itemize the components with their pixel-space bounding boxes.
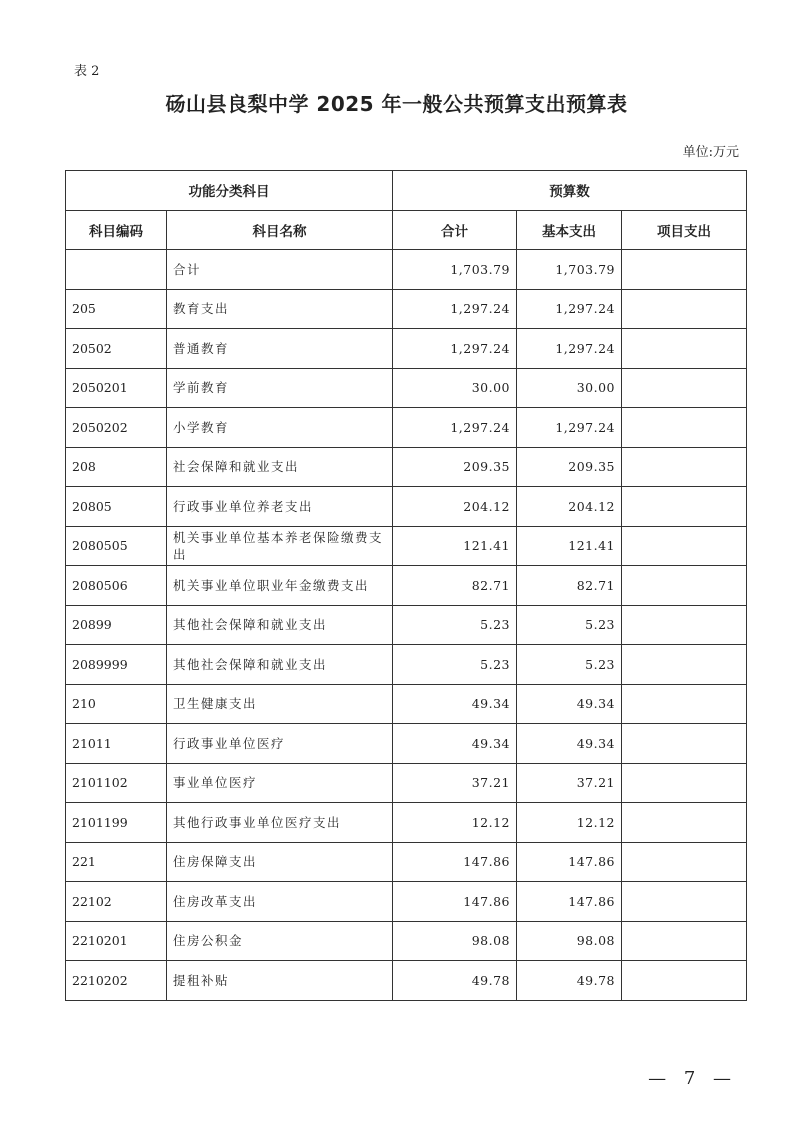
row-name-cell: 其他社会保障和就业支出 <box>167 645 393 685</box>
table-row <box>66 368 747 408</box>
header-basic: 基本支出 <box>517 210 622 250</box>
table-row <box>66 329 747 369</box>
row-project-cell <box>622 605 747 645</box>
row-basic-cell: 147.86 <box>517 842 622 882</box>
row-project-cell <box>622 921 747 961</box>
row-code-cell: 208 <box>66 447 167 487</box>
row-basic-cell: 82.71 <box>517 566 622 606</box>
row-project-cell <box>622 250 747 290</box>
row-basic-cell: 49.78 <box>517 961 622 1001</box>
row-code-cell: 221 <box>66 842 167 882</box>
row-code-cell: 2210201 <box>66 921 167 961</box>
row-total-cell: 1,297.24 <box>393 289 517 329</box>
row-basic-cell: 1,297.24 <box>517 329 622 369</box>
row-total-cell: 12.12 <box>393 803 517 843</box>
row-project-cell <box>622 368 747 408</box>
row-basic-cell: 1,297.24 <box>517 289 622 329</box>
row-name-cell: 事业单位医疗 <box>167 763 393 803</box>
row-project-cell <box>622 763 747 803</box>
row-project-cell <box>622 526 747 566</box>
row-project-cell <box>622 329 747 369</box>
row-basic-cell: 5.23 <box>517 645 622 685</box>
document-title: 砀山县良梨中学 2025 年一般公共预算支出预算表 <box>165 92 628 116</box>
row-name-cell: 住房改革支出 <box>167 882 393 922</box>
row-name-cell: 机关事业单位职业年金缴费支出 <box>167 566 393 606</box>
row-basic-cell: 1,703.79 <box>517 250 622 290</box>
row-name-cell: 机关事业单位基本养老保险缴费支出 <box>167 526 393 566</box>
row-basic-cell: 147.86 <box>517 882 622 922</box>
row-project-cell <box>622 487 747 527</box>
table-row <box>66 684 747 724</box>
row-basic-cell: 121.41 <box>517 526 622 566</box>
table-row <box>66 566 747 606</box>
table-row <box>66 605 747 645</box>
row-name-cell: 住房保障支出 <box>167 842 393 882</box>
row-total-cell: 121.41 <box>393 526 517 566</box>
row-project-cell <box>622 842 747 882</box>
row-name-cell: 合计 <box>167 250 393 290</box>
unit-label: 单位:万元 <box>682 145 739 160</box>
table-row <box>66 763 747 803</box>
row-code-cell: 2080506 <box>66 566 167 606</box>
row-name-cell: 住房公积金 <box>167 921 393 961</box>
table-row <box>66 882 747 922</box>
row-project-cell <box>622 447 747 487</box>
row-basic-cell: 204.12 <box>517 487 622 527</box>
table-row <box>66 526 747 566</box>
row-code-cell: 210 <box>66 684 167 724</box>
table-row <box>66 645 747 685</box>
row-total-cell: 37.21 <box>393 763 517 803</box>
row-project-cell <box>622 803 747 843</box>
row-name-cell: 其他行政事业单位医疗支出 <box>167 803 393 843</box>
row-basic-cell: 209.35 <box>517 447 622 487</box>
row-project-cell <box>622 408 747 448</box>
row-total-cell: 204.12 <box>393 487 517 527</box>
header-code: 科目编码 <box>66 210 167 250</box>
row-basic-cell: 1,297.24 <box>517 408 622 448</box>
row-total-cell: 1,297.24 <box>393 408 517 448</box>
row-code-cell: 20899 <box>66 605 167 645</box>
row-project-cell <box>622 882 747 922</box>
row-code-cell: 2210202 <box>66 961 167 1001</box>
table-row <box>66 250 747 290</box>
row-name-cell: 卫生健康支出 <box>167 684 393 724</box>
table-row <box>66 447 747 487</box>
row-code-cell: 22102 <box>66 882 167 922</box>
row-code-cell: 2089999 <box>66 645 167 685</box>
row-code-cell <box>66 250 167 290</box>
row-name-cell: 学前教育 <box>167 368 393 408</box>
row-name-cell: 教育支出 <box>167 289 393 329</box>
row-total-cell: 49.78 <box>393 961 517 1001</box>
row-total-cell: 49.34 <box>393 724 517 764</box>
row-name-cell: 其他社会保障和就业支出 <box>167 605 393 645</box>
row-project-cell <box>622 961 747 1001</box>
header-budget-amount: 预算数 <box>393 171 747 211</box>
row-basic-cell: 37.21 <box>517 763 622 803</box>
header-column-row <box>66 210 747 250</box>
row-total-cell: 49.34 <box>393 684 517 724</box>
table-row <box>66 803 747 843</box>
row-name-cell: 行政事业单位医疗 <box>167 724 393 764</box>
table-row <box>66 961 747 1001</box>
header-total: 合计 <box>393 210 517 250</box>
row-total-cell: 30.00 <box>393 368 517 408</box>
table-row <box>66 724 747 764</box>
row-total-cell: 147.86 <box>393 882 517 922</box>
table-row <box>66 842 747 882</box>
header-group-row <box>66 171 747 211</box>
header-name: 科目名称 <box>167 210 393 250</box>
row-code-cell: 20805 <box>66 487 167 527</box>
row-name-cell: 社会保障和就业支出 <box>167 447 393 487</box>
row-name-cell: 小学教育 <box>167 408 393 448</box>
row-name-cell: 提租补贴 <box>167 961 393 1001</box>
table-row <box>66 408 747 448</box>
table-row <box>66 921 747 961</box>
row-total-cell: 5.23 <box>393 645 517 685</box>
row-code-cell: 2101102 <box>66 763 167 803</box>
row-code-cell: 205 <box>66 289 167 329</box>
table-row <box>66 487 747 527</box>
row-code-cell: 2101199 <box>66 803 167 843</box>
row-total-cell: 147.86 <box>393 842 517 882</box>
header-function-classification: 功能分类科目 <box>66 171 393 211</box>
row-basic-cell: 49.34 <box>517 724 622 764</box>
row-total-cell: 5.23 <box>393 605 517 645</box>
budget-table <box>65 170 747 1001</box>
row-total-cell: 98.08 <box>393 921 517 961</box>
row-total-cell: 209.35 <box>393 447 517 487</box>
row-basic-cell: 98.08 <box>517 921 622 961</box>
row-project-cell <box>622 645 747 685</box>
row-project-cell <box>622 289 747 329</box>
table-number: 表 2 <box>74 64 100 79</box>
row-total-cell: 82.71 <box>393 566 517 606</box>
row-code-cell: 21011 <box>66 724 167 764</box>
row-total-cell: 1,703.79 <box>393 250 517 290</box>
row-name-cell: 普通教育 <box>167 329 393 369</box>
row-name-cell: 行政事业单位养老支出 <box>167 487 393 527</box>
row-total-cell: 1,297.24 <box>393 329 517 369</box>
header-project: 项目支出 <box>622 210 747 250</box>
row-basic-cell: 49.34 <box>517 684 622 724</box>
row-project-cell <box>622 724 747 764</box>
table-body <box>66 250 747 1001</box>
row-basic-cell: 5.23 <box>517 605 622 645</box>
row-basic-cell: 30.00 <box>517 368 622 408</box>
page-number: — 7 — <box>648 1068 737 1089</box>
row-code-cell: 2050201 <box>66 368 167 408</box>
table-row <box>66 289 747 329</box>
row-code-cell: 2080505 <box>66 526 167 566</box>
row-project-cell <box>622 684 747 724</box>
row-project-cell <box>622 566 747 606</box>
row-basic-cell: 12.12 <box>517 803 622 843</box>
row-code-cell: 20502 <box>66 329 167 369</box>
row-code-cell: 2050202 <box>66 408 167 448</box>
